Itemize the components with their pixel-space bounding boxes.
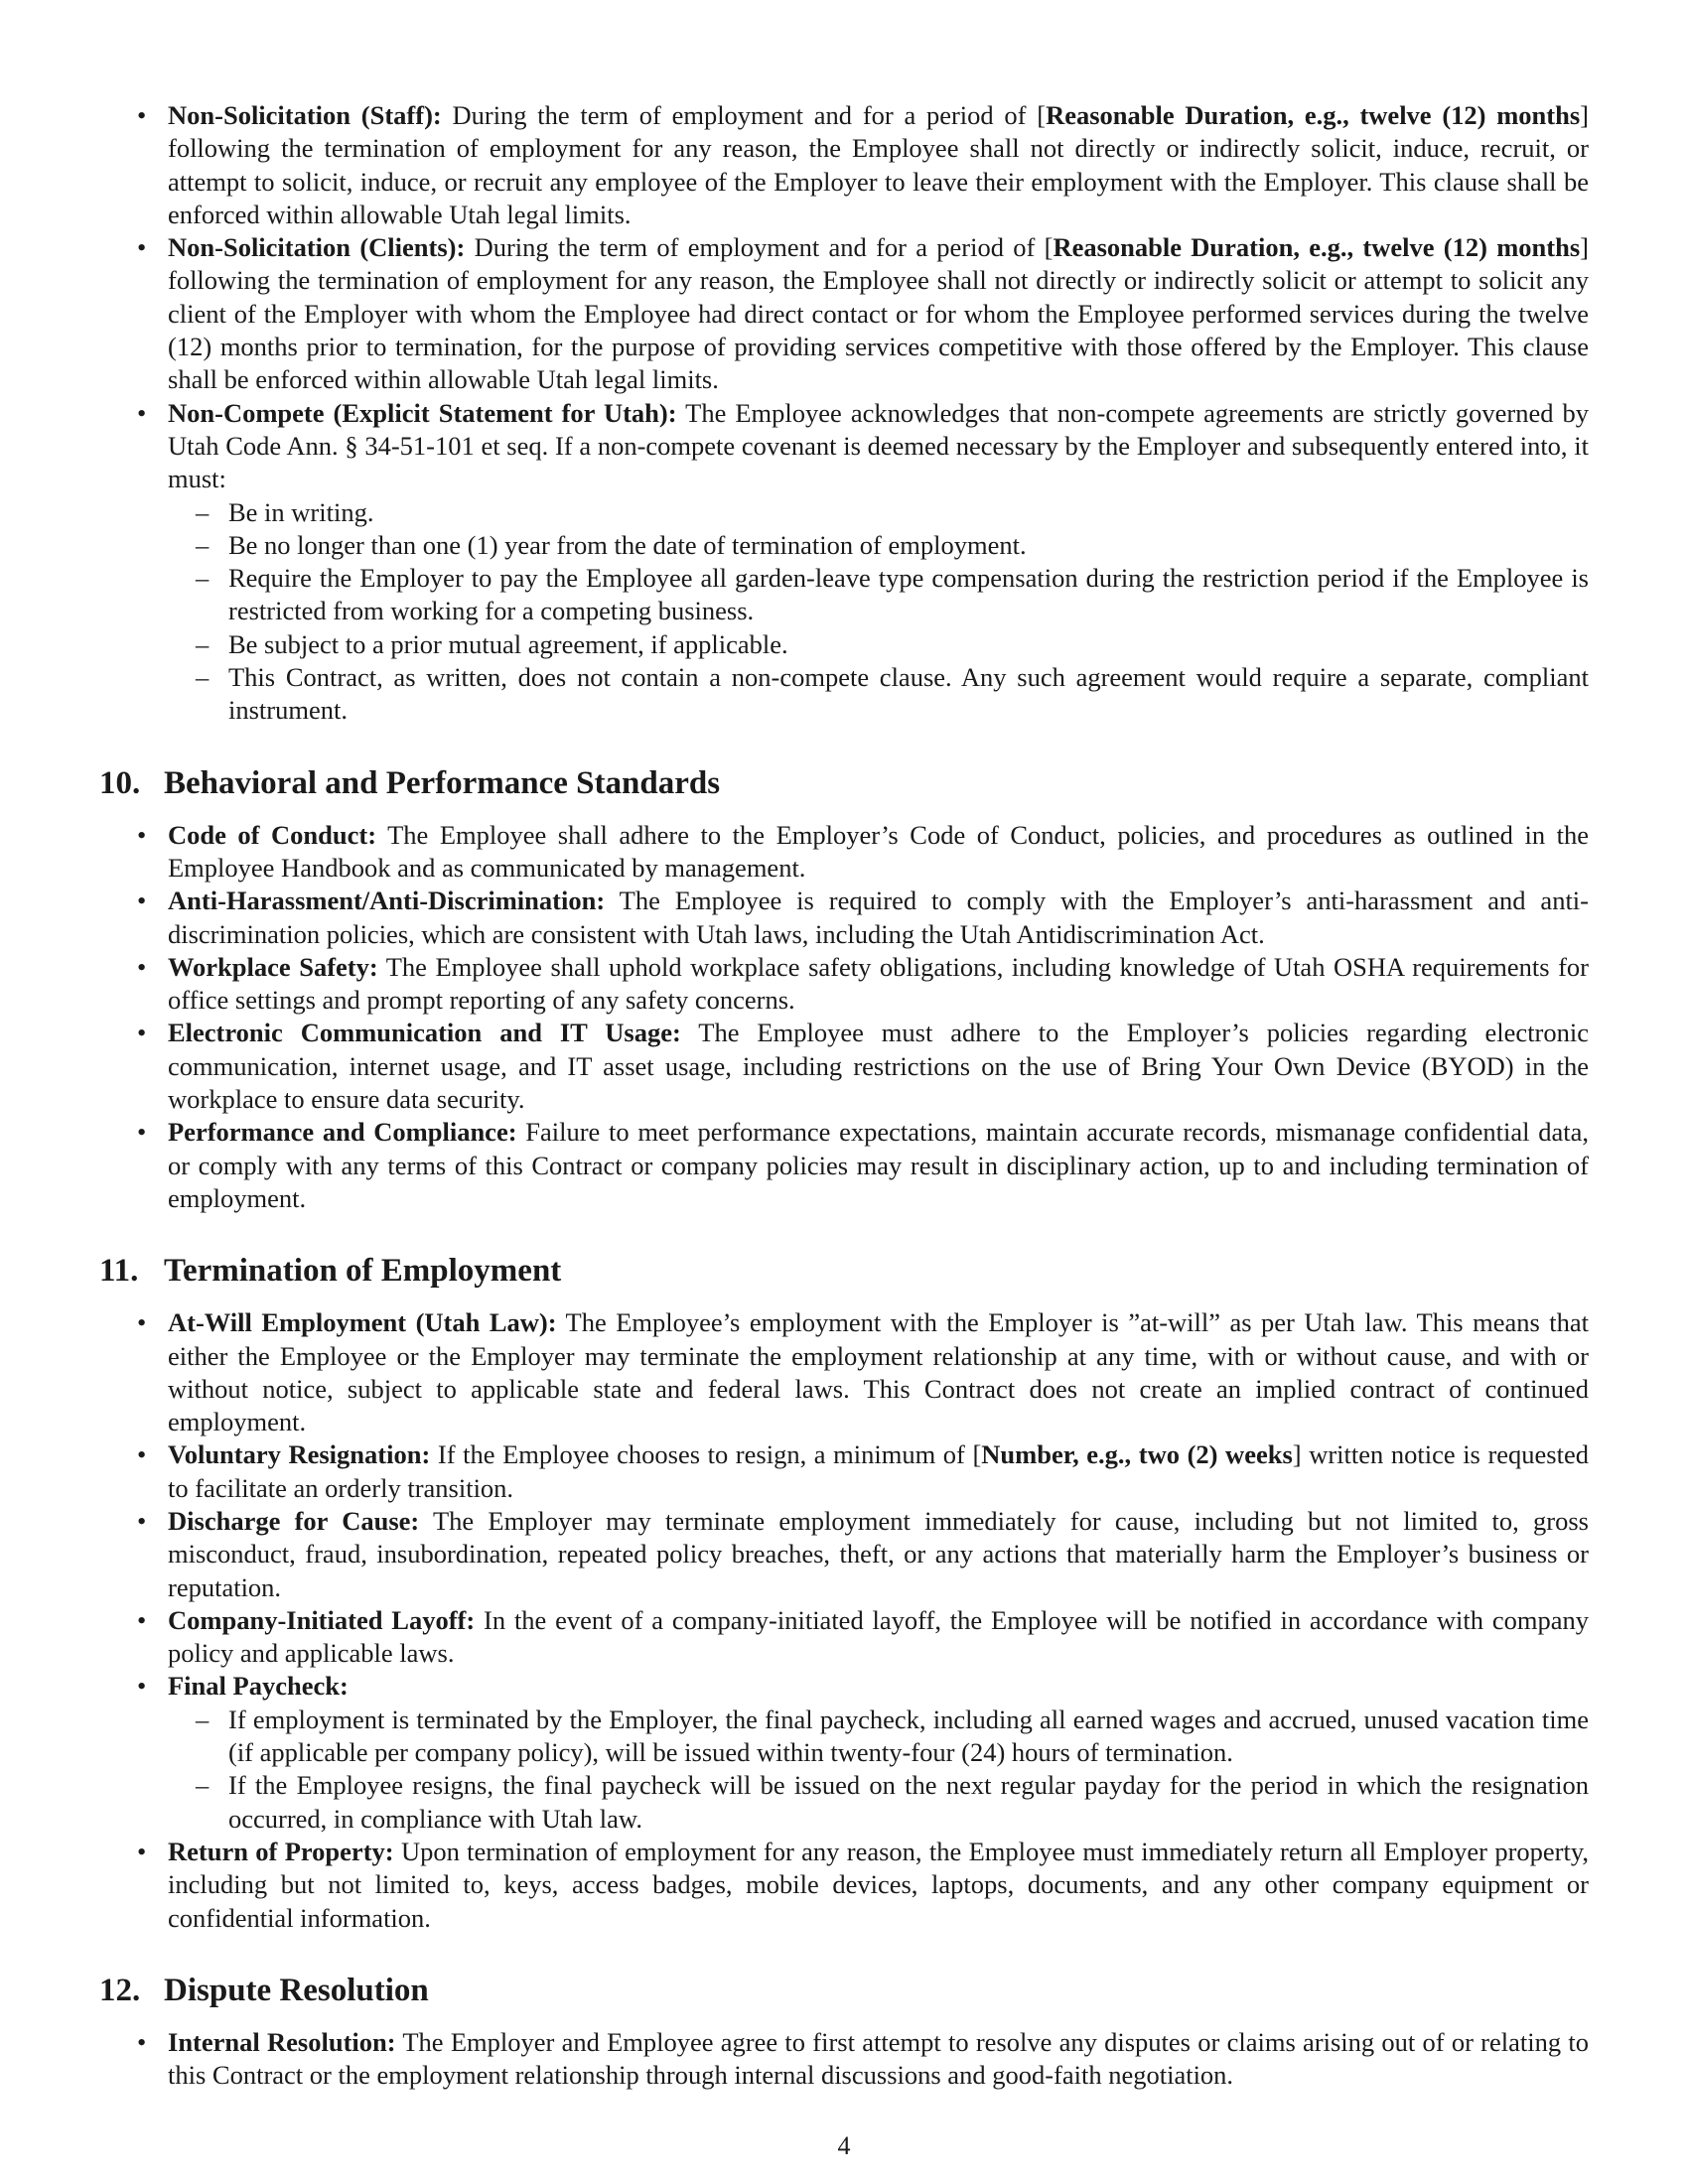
list-item: • Non-Solicitation (Staff): During the term of employment and for a period of [Reasonable Duration, e.g., twelve (12) months] following the termination of employment for any reason, the Employee shall not directly or indirectly solicit, induce, recruit, or attempt to solicit, induce, or recruit any employee of the Employer to leave their employment with the Employer. This clause shall be enforced within allowable Utah legal limits.: [99, 99, 1589, 231]
list-item: • Electronic Communication and IT Usage: The Employee must adhere to the Employer’s policies regarding electronic communication, internet usage, and IT asset usage, including restrictions on the use of Bring Your Own Device (BYOD) in the workplace to ensure data security.: [99, 1017, 1589, 1116]
list-item: • Code of Conduct: The Employee shall adhere to the Employer’s Code of Conduct, policies, and procedures as outlined in the Employee Handbook and as communicated by management.: [99, 819, 1589, 886]
list-item: • Non-Compete (Explicit Statement for Utah): The Employee acknowledges that non-compete agreements are strictly governed by Utah Code Ann. § 34-51-101 et seq. If a non-compete covenant is deemed necessary by the Employer and subsequently entered into, it must: – Be in writing. – Be no longer than one (1) year from the date of termination of employment. – Require the Employer to pay the Employee all garden-leave type compensation during the restriction period if the Employee is restricted from working for a competing business. – Be subject to a prior mutual agreement, if applicable. – This Contract, as written, does not contain a non-compete clause. Any such agreement would require a separate, compliant instrument.: [99, 397, 1589, 728]
document-page: [99, 99, 1589, 2092]
page-number: 4: [837, 2131, 851, 2160]
list-item: • Voluntary Resignation: If the Employee chooses to resign, a minimum of [Number, e.g., two (2) weeks] written notice is requested to facilitate an orderly transition.: [99, 1438, 1589, 1505]
sub-list-item: – If employment is terminated by the Employer, the final paycheck, including all earned wages and accrued, unused vacation time (if applicable per company policy), will be issued within twenty-four (24) hours of termination.: [168, 1704, 1589, 1770]
clause-list-9: [99, 99, 1589, 728]
sub-list: [168, 496, 1589, 728]
list-item: • Anti-Harassment/Anti-Discrimination: The Employee is required to comply with the Employer’s anti-harassment and anti-discrimination policies, which are consistent with Utah laws, including the Utah Antidiscrimination Act.: [99, 885, 1589, 951]
list-item: • Discharge for Cause: The Employer may terminate employment immediately for cause, including but not limited to, gross misconduct, fraud, insubordination, repeated policy breaches, theft, or any actions that materially harm the Employer’s business or reputation.: [99, 1505, 1589, 1604]
list-item: • Final Paycheck: – If employment is terminated by the Employer, the final paycheck, including all earned wages and accrued, unused vacation time (if applicable per company policy), will be issued within twenty-four (24) hours of termination. – If the Employee resigns, the final paycheck will be issued on the next regular payday for the period in which the resignation occurred, in compliance with Utah law.: [99, 1670, 1589, 1835]
list-item: • Internal Resolution: The Employer and Employee agree to first attempt to resolve any disputes or claims arising out of or relating to this Contract or the employment relationship through internal discussions and good-faith negotiation.: [99, 2026, 1589, 2093]
sub-list-item: – If the Employee resigns, the final paycheck will be issued on the next regular payday for the period in which the resignation occurred, in compliance with Utah law.: [168, 1769, 1589, 1836]
sub-list: [168, 1704, 1589, 1836]
clause-list-11: [99, 1306, 1589, 1935]
sub-list-item: – Be subject to a prior mutual agreement, if applicable.: [168, 628, 1589, 661]
clause-list-12: [99, 2026, 1589, 2093]
list-item: • At-Will Employment (Utah Law): The Employee’s employment with the Employer is ”at-will” as per Utah law. This means that either the Employee or the Employer may terminate the employment relationship at any time, with or without cause, and with or without notice, subject to applicable state and federal laws. This Contract does not create an implied contract of continued employment.: [99, 1306, 1589, 1438]
sub-list-item: – Be no longer than one (1) year from the date of termination of employment.: [168, 529, 1589, 562]
sub-list-item: – Require the Employer to pay the Employee all garden-leave type compensation during the restriction period if the Employee is restricted from working for a competing business.: [168, 562, 1589, 628]
sub-list-item: – This Contract, as written, does not contain a non-compete clause. Any such agreement would require a separate, compliant instrument.: [168, 661, 1589, 728]
section-heading-10: 10. Behavioral and Performance Standards: [99, 764, 721, 801]
list-item: • Workplace Safety: The Employee shall uphold workplace safety obligations, including knowledge of Utah OSHA requirements for office settings and prompt reporting of any safety concerns.: [99, 951, 1589, 1018]
list-item: • Company-Initiated Layoff: In the event of a company-initiated layoff, the Employee will be notified in accordance with company policy and applicable laws.: [99, 1604, 1589, 1671]
section-heading-11: 11. Termination of Employment: [99, 1253, 562, 1290]
list-item: • Return of Property: Upon termination of employment for any reason, the Employee must immediately return all Employer property, including but not limited to, keys, access badges, mobile devices, laptops, documents, and any other company equipment or confidential information.: [99, 1836, 1589, 1935]
list-item: • Performance and Compliance: Failure to meet performance expectations, maintain accurate records, mismanage confidential data, or comply with any terms of this Contract or company policies may result in disciplinary action, up to and including termination of employment.: [99, 1116, 1589, 1215]
sub-list-item: – Be in writing.: [168, 496, 1589, 529]
clause-list-10: [99, 819, 1589, 1216]
list-item: • Non-Solicitation (Clients): During the term of employment and for a period of [Reasonable Duration, e.g., twelve (12) months] following the termination of employment for any reason, the Employee shall not directly or indirectly solicit or attempt to solicit any client of the Employer with whom the Employee had direct contact or for whom the Employee performed services during the twelve (12) months prior to termination, for the purpose of providing services competitive with those offered by the Employer. This clause shall be enforced within allowable Utah legal limits.: [99, 231, 1589, 396]
section-heading-12: 12. Dispute Resolution: [99, 1972, 429, 2008]
